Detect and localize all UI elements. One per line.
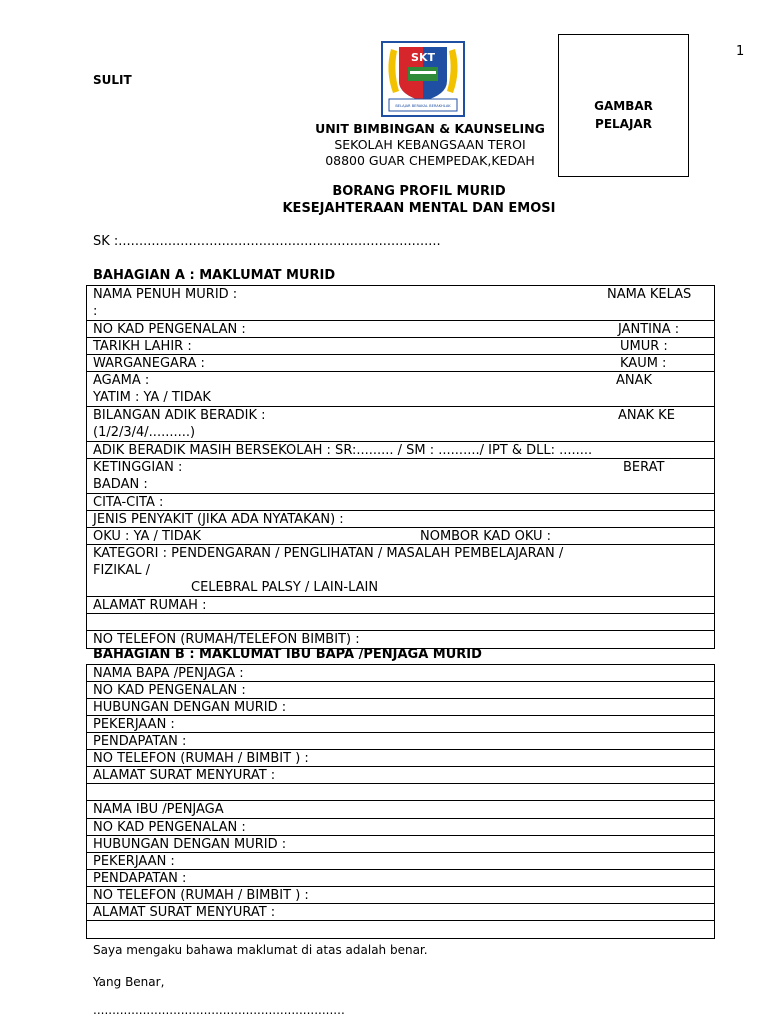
table-row xyxy=(87,699,714,716)
table-row xyxy=(87,321,714,338)
logo-ribbon-text: BELAJAR BERAKAL BERAKHLAK xyxy=(395,104,451,108)
no-kp-label: NO KAD PENGENALAN : xyxy=(93,322,246,337)
jantina-label: JANTINA : xyxy=(618,322,680,337)
yatim-label: YATIM : YA / TIDAK xyxy=(93,390,211,405)
bapa-field: NAMA BAPA /PENJAGA : xyxy=(93,666,244,681)
warganegara-label: WARGANEGARA : xyxy=(93,356,205,371)
section-b-heading: BAHAGIAN B : MAKLUMAT IBU BAPA /PENJAGA MURID xyxy=(93,647,482,662)
table-row xyxy=(87,631,714,648)
table-row xyxy=(87,750,714,767)
ketinggian-label: KETINGGIAN : xyxy=(93,460,183,475)
ibu-field: NAMA IBU /PENJAGA xyxy=(93,802,224,817)
section-a-heading: BAHAGIAN A : MAKLUMAT MURID xyxy=(93,268,336,283)
table-row xyxy=(87,819,714,836)
celebral-label: CELEBRAL PALSY / LAIN-LAIN xyxy=(191,580,379,595)
sk-field: SK :.............................................................................. xyxy=(93,234,441,249)
photo-label-2: PELAJAR xyxy=(595,117,652,131)
ibu-field: ALAMAT SURAT MENYURAT : xyxy=(93,905,276,920)
telefon-label: NO TELEFON (RUMAH/TELEFON BIMBIT) : xyxy=(93,632,360,647)
kategori-label: KATEGORI : PENDENGARAN / PENGLIHATAN / MASALAH PEMBELAJARAN / xyxy=(93,546,564,561)
table-row xyxy=(87,682,714,699)
sulit-label: SULIT xyxy=(93,73,132,87)
table-row xyxy=(87,338,714,355)
table-row xyxy=(87,511,714,528)
closing-text: Yang Benar, xyxy=(93,975,165,989)
table-row xyxy=(87,355,714,372)
table-row xyxy=(87,904,714,921)
nama-penuh-label: NAMA PENUH MURID : xyxy=(93,287,238,302)
section-a-table xyxy=(86,285,715,649)
form-title: BORANG PROFIL MURID xyxy=(332,184,506,199)
nama-kelas-label: NAMA KELAS xyxy=(607,287,692,302)
school-address: 08800 GUAR CHEMPEDAK,KEDAH xyxy=(325,153,535,168)
table-row xyxy=(87,614,714,631)
table-row xyxy=(87,442,714,459)
signature-line: .................................................................. xyxy=(93,1003,345,1017)
bapa-field: PEKERJAAN : xyxy=(93,717,175,732)
unit-name: UNIT BIMBINGAN & KAUNSELING xyxy=(315,121,545,136)
bapa-field: NO KAD PENGENALAN : xyxy=(93,683,246,698)
table-row xyxy=(87,372,714,407)
table-row xyxy=(87,836,714,853)
fizikal-label: FIZIKAL / xyxy=(93,563,150,578)
table-row xyxy=(87,665,714,682)
alamat-rumah-label: ALAMAT RUMAH : xyxy=(93,598,207,613)
logo-emblem-text: SKT xyxy=(411,51,435,64)
table-row xyxy=(87,767,714,784)
photo-label-1: GAMBAR xyxy=(594,99,653,113)
table-row xyxy=(87,459,714,494)
berat-label: BERAT xyxy=(623,460,665,475)
table-row xyxy=(87,921,714,938)
school-name: SEKOLAH KEBANGSAAN TEROI xyxy=(334,137,526,152)
table-row xyxy=(87,407,714,442)
tarikh-lahir-label: TARIKH LAHIR : xyxy=(93,339,192,354)
nama-kelas-colon: : xyxy=(93,304,98,319)
table-row xyxy=(87,887,714,904)
declaration-text: Saya mengaku bahawa maklumat di atas adalah benar. xyxy=(93,943,428,957)
table-row xyxy=(87,286,714,321)
ibu-field: NO KAD PENGENALAN : xyxy=(93,820,246,835)
table-row xyxy=(87,853,714,870)
kaum-label: KAUM : xyxy=(620,356,667,371)
bapa-field: ALAMAT SURAT MENYURAT : xyxy=(93,768,276,783)
bapa-field: HUBUNGAN DENGAN MURID : xyxy=(93,700,287,715)
adik-sekolah-label: ADIK BERADIK MASIH BERSEKOLAH : SR:......... / SM : ........../ IPT & DLL: ........ xyxy=(93,443,593,458)
penyakit-label: JENIS PENYAKIT (JIKA ADA NYATAKAN) : xyxy=(93,512,344,527)
table-row xyxy=(87,545,714,597)
cita-cita-label: CITA-CITA : xyxy=(93,495,164,510)
school-logo xyxy=(381,41,465,117)
oku-label: OKU : YA / TIDAK xyxy=(93,529,202,544)
ibu-field: PENDAPATAN : xyxy=(93,871,187,886)
anak-ke-label: ANAK KE xyxy=(618,408,675,423)
umur-label: UMUR : xyxy=(620,339,668,354)
badan-label: BADAN : xyxy=(93,477,148,492)
table-row xyxy=(87,801,714,819)
bapa-field: NO TELEFON (RUMAH / BIMBIT ) : xyxy=(93,751,309,766)
page-number: 1 xyxy=(736,44,745,59)
table-row xyxy=(87,597,714,614)
agama-label: AGAMA : xyxy=(93,373,150,388)
anak-ke-options: (1/2/3/4/..........) xyxy=(93,425,196,440)
anak-label: ANAK xyxy=(616,373,653,388)
ibu-field: HUBUNGAN DENGAN MURID : xyxy=(93,837,287,852)
table-row xyxy=(87,494,714,511)
form-subtitle: KESEJAHTERAAN MENTAL DAN EMOSI xyxy=(282,201,556,216)
table-row xyxy=(87,733,714,750)
ibu-field: NO TELEFON (RUMAH / BIMBIT ) : xyxy=(93,888,309,903)
ibu-field: PEKERJAAN : xyxy=(93,854,175,869)
section-b-table xyxy=(86,664,715,939)
bil-adik-label: BILANGAN ADIK BERADIK : xyxy=(93,408,266,423)
table-row xyxy=(87,528,714,545)
table-row xyxy=(87,870,714,887)
bapa-field: PENDAPATAN : xyxy=(93,734,187,749)
table-row xyxy=(87,784,714,801)
table-row xyxy=(87,716,714,733)
no-kad-oku-label: NOMBOR KAD OKU : xyxy=(420,529,552,544)
